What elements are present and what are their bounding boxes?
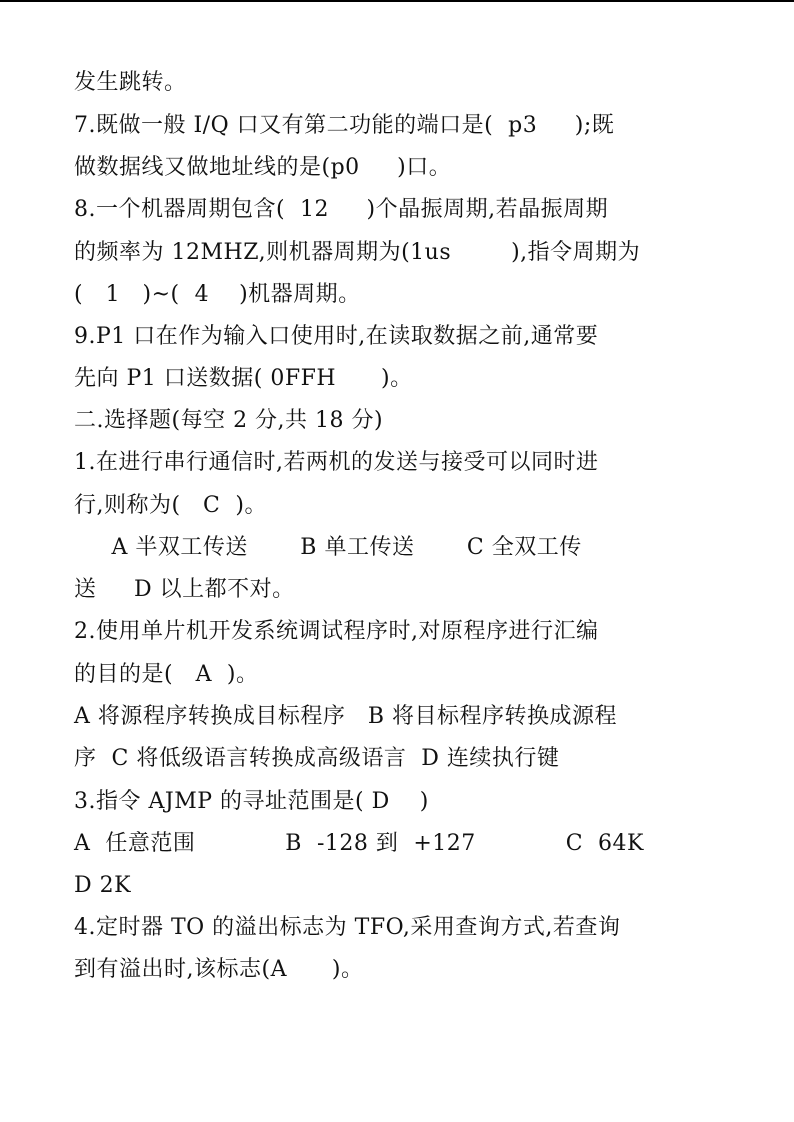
mc-question-1-options-2: 送 D 以上都不对。	[74, 577, 295, 602]
text-line: 发生跳转。	[74, 70, 187, 95]
question-7-line-2: 做数据线又做地址线的是(p0 )口。	[74, 155, 452, 180]
mc-question-2-line-1: 2.使用单片机开发系统调试程序时,对原程序进行汇编	[74, 619, 599, 644]
mc-question-2-line-2: 的目的是( A )。	[74, 662, 259, 687]
mc-question-3-line-1: 3.指令 AJMP 的寻址范围是( D )	[74, 789, 429, 814]
question-8-line-1: 8.一个机器周期包含( 12 )个晶振周期,若晶振周期	[74, 197, 609, 222]
mc-question-1-options-1: A 半双工传送 B 单工传送 C 全双工传	[74, 535, 582, 560]
mc-question-2-options-2: 序 C 将低级语言转换成高级语言 D 连续执行键	[74, 746, 560, 771]
mc-question-3-options-1: A 任意范围 B -128 到 +127 C 64K	[74, 831, 644, 856]
mc-question-3-options-2: D 2K	[74, 873, 132, 898]
question-9-line-2: 先向 P1 口送数据( 0FFH )。	[74, 366, 413, 391]
question-7-line-1: 7.既做一般 I/Q 口又有第二功能的端口是( p3 );既	[74, 113, 615, 138]
mc-question-1-line-2: 行,则称为( C )。	[74, 493, 267, 518]
mc-question-2-options-1: A 将源程序转换成目标程序 B 将目标程序转换成源程	[74, 704, 618, 729]
question-8-line-2: 的频率为 12MHZ,则机器周期为(1us ),指令周期为	[74, 240, 641, 265]
mc-question-1-line-1: 1.在进行串行通信时,若两机的发送与接受可以同时进	[74, 450, 599, 475]
question-8-line-3: ( 1 )~( 4 )机器周期。	[74, 282, 361, 307]
mc-question-4-line-2: 到有溢出时,该标志(A )。	[74, 957, 364, 982]
question-9-line-1: 9.P1 口在作为输入口使用时,在读取数据之前,通常要	[74, 324, 599, 349]
section-heading-multiple-choice: 二.选择题(每空 2 分,共 18 分)	[74, 408, 384, 433]
mc-question-4-line-1: 4.定时器 TO 的溢出标志为 TFO,采用查询方式,若查询	[74, 915, 621, 940]
top-border-line	[0, 0, 794, 2]
